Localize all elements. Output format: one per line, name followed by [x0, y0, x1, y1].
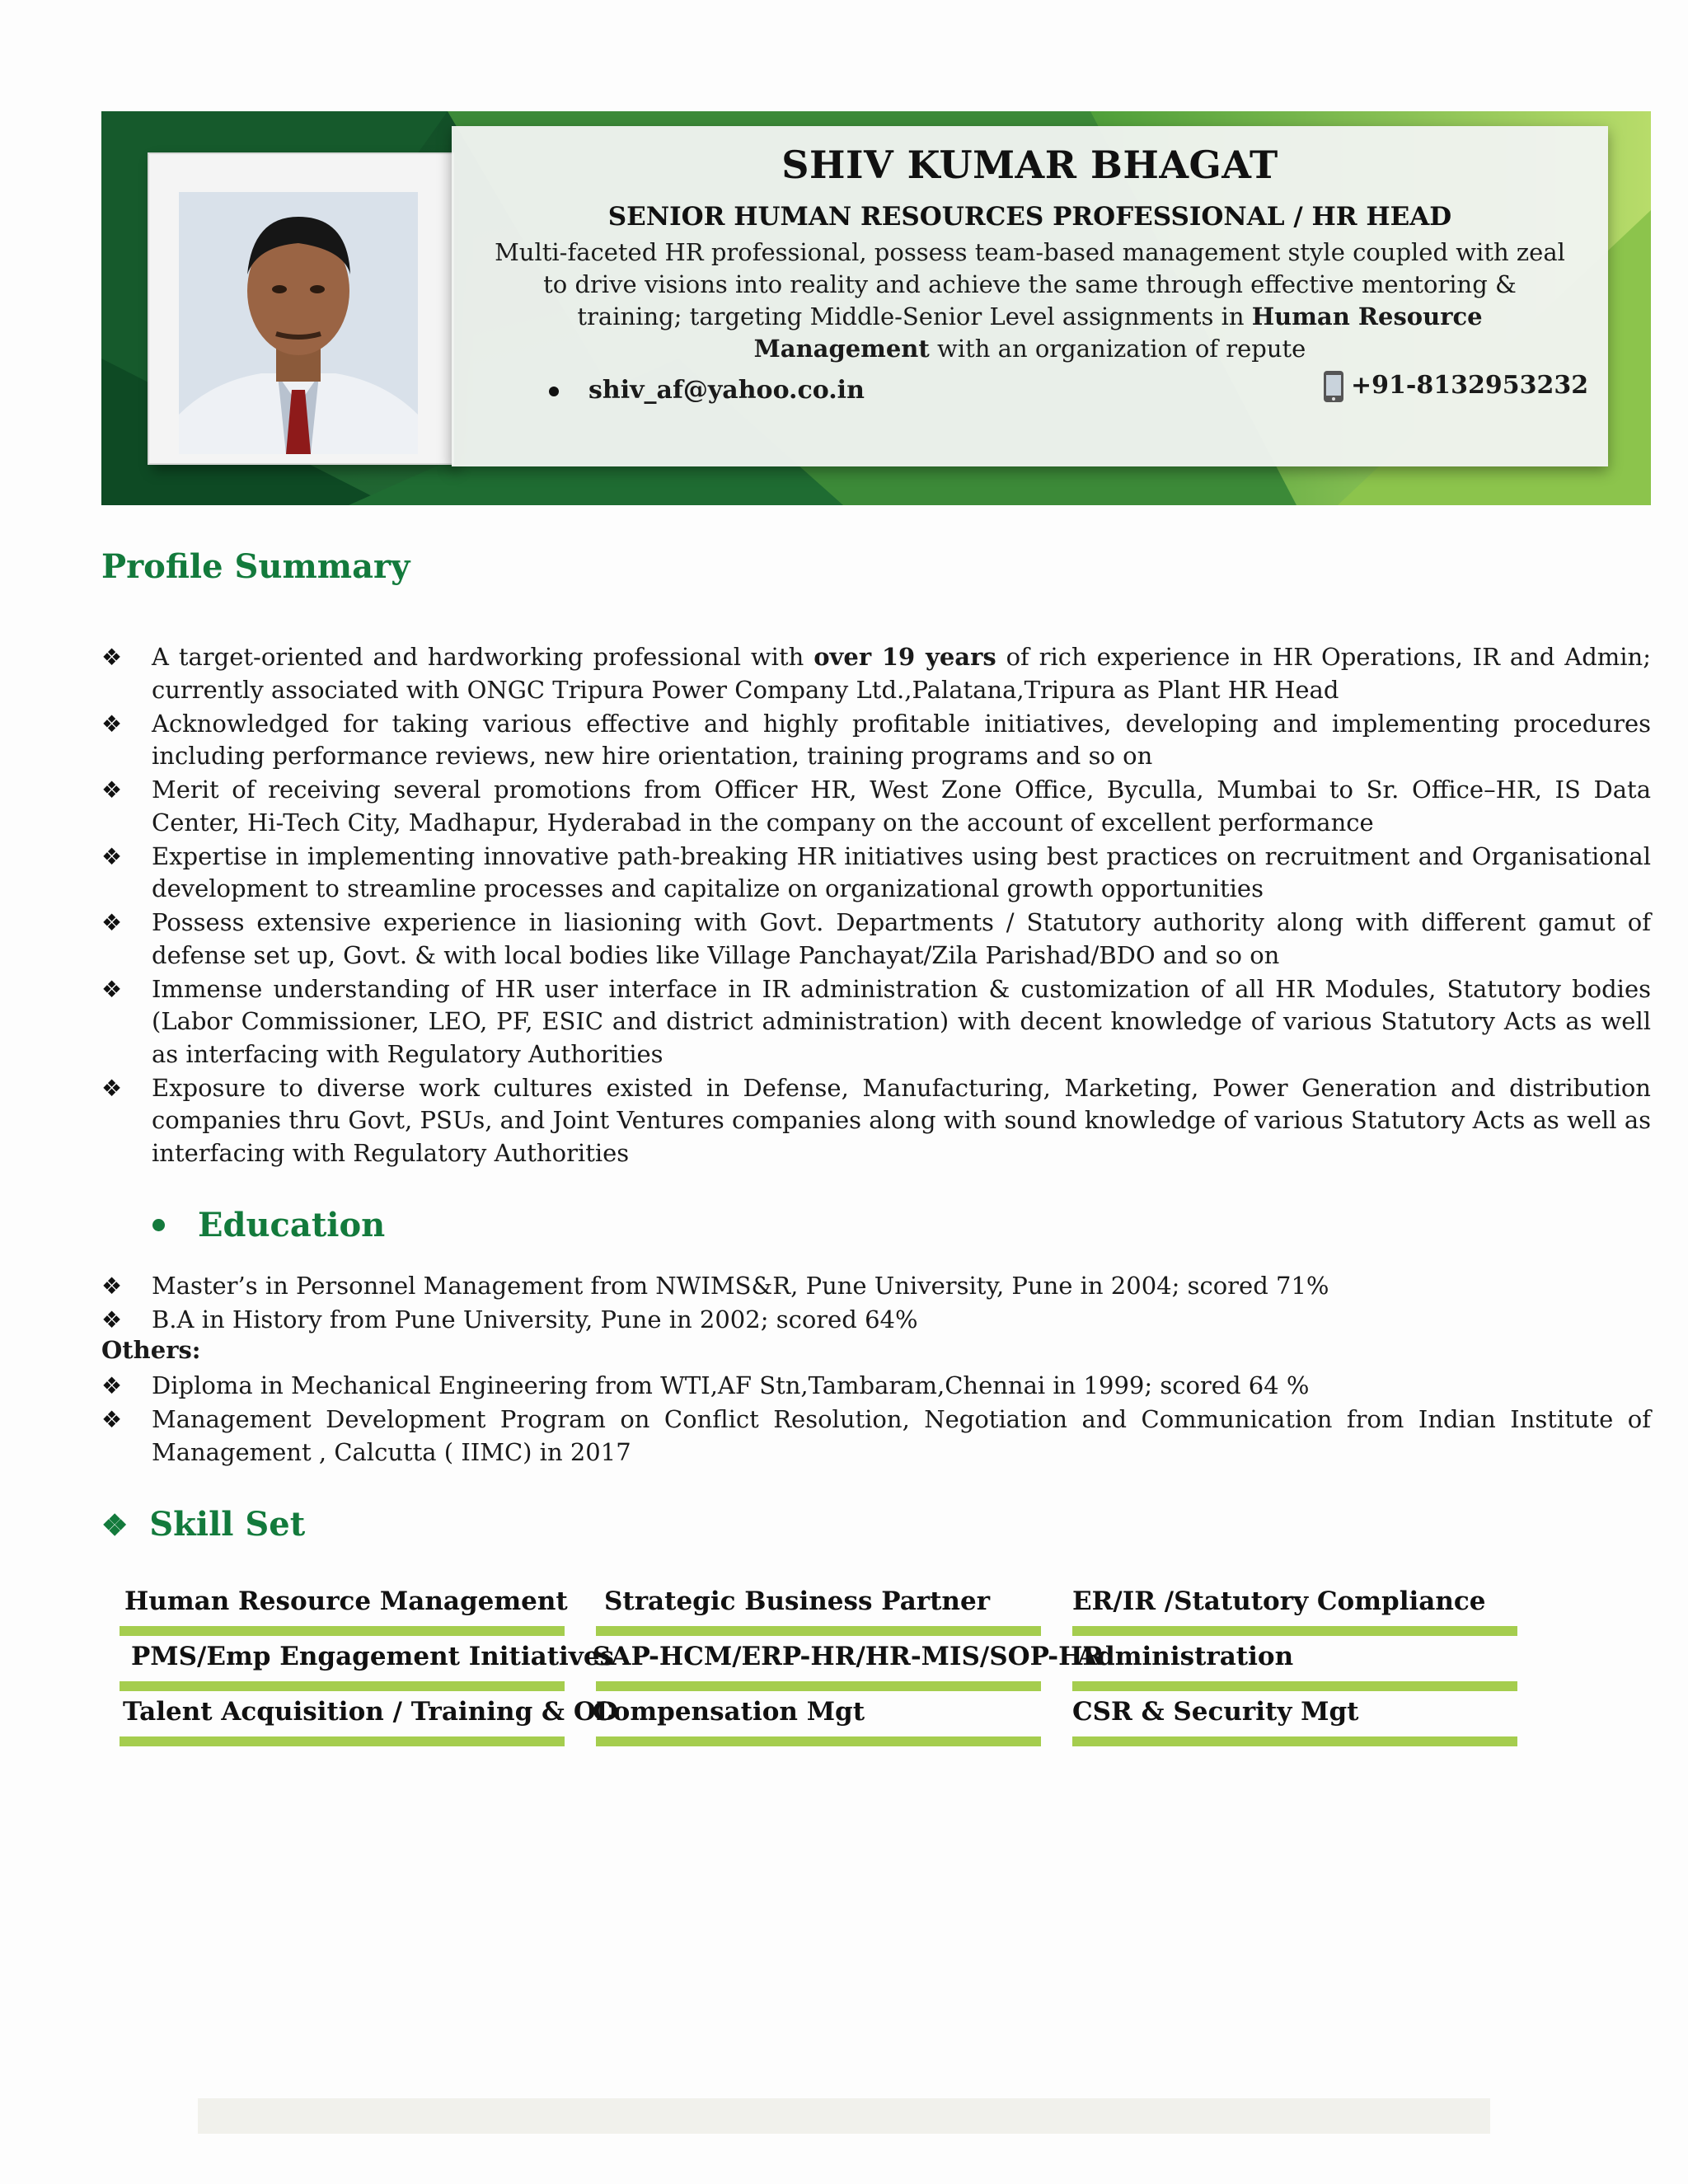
- dot-bullet-icon: [549, 387, 559, 396]
- diamond-bullet-icon: ❖: [101, 1372, 123, 1399]
- phone-contact: [1321, 370, 1588, 403]
- footer-band: [198, 2098, 1490, 2134]
- skill-underline-bar: [596, 1736, 1041, 1746]
- skill-item: [593, 1642, 1104, 1690]
- skill-label: Talent Acquisition / Training & OD: [123, 1697, 618, 1727]
- skill-item: [1072, 1697, 1517, 1745]
- skill-item: [1072, 1642, 1517, 1690]
- skill-underline-bar: [1072, 1736, 1517, 1746]
- education-item: ❖ B.A in History from Pune University, Pune in 2002; scored 64%: [101, 1304, 1651, 1337]
- skill-label: Administration: [1077, 1642, 1294, 1671]
- diamond-bullet-icon: ❖: [101, 710, 123, 738]
- education-heading: Education: [152, 1206, 385, 1244]
- skill-label: ER/IR /Statutory Compliance: [1072, 1586, 1486, 1616]
- mobile-phone-icon: [1321, 370, 1346, 403]
- email-link[interactable]: shiv_af@yahoo.co.in: [588, 376, 865, 405]
- resume-header: [101, 111, 1651, 505]
- profile-summary-item: ❖ Expertise in implementing innovative path-breaking HR initiatives using best practices on recruitment and Organisational development to streamline processes and capitalize on organizational growth opportunities: [101, 841, 1651, 902]
- others-item: ❖ Management Development Program on Conflict Resolution, Negotiation and Communication from Indian Institute of Management , Calcutta ( IIMC) in 2017: [101, 1405, 1651, 1466]
- profile-summary-item: ❖ Exposure to diverse work cultures existed in Defense, Manufacturing, Marketing, Power Generation and distribution companies thru Govt, PSUs, and Joint Ventures companies along with sound knowledge of various Statutory Acts as well as interfacing with Regulatory Authorities: [101, 1073, 1651, 1167]
- diamond-bullet-icon: ❖: [101, 1306, 123, 1333]
- diamond-bullet-icon: ❖: [101, 644, 123, 671]
- skill-label: Strategic Business Partner: [604, 1586, 991, 1616]
- diamond-bullet-icon: ❖: [101, 1272, 123, 1300]
- diamond-bullet-icon: ❖: [101, 975, 123, 1003]
- profile-summary-item: ❖ Possess extensive experience in liasioning with Govt. Departments / Statutory authority along with different gamut of defense set up, Govt. & with local bodies like Village Panchayat/Zila Parishad/BDO and so on: [101, 908, 1651, 969]
- photo-frame: [148, 152, 454, 465]
- profile-summary-item: ❖ Merit of receiving several promotions from Officer HR, West Zone Office, Byculla, Mumbai to Sr. Office–HR, IS Data Center, Hi-Tech City, Madhapur, Hyderabad in the company on the account of excellent performance: [101, 776, 1651, 837]
- education-item: ❖ Master’s in Personnel Management from NWIMS&R, Pune University, Pune in 2004; scored 71%: [101, 1270, 1651, 1303]
- skill-label: SAP-HCM/ERP-HR/HR-MIS/SOP-HR: [593, 1642, 1104, 1671]
- profile-summary-list: [101, 641, 1651, 1171]
- skill-underline-bar: [120, 1736, 565, 1746]
- skill-label: Compensation Mgt: [593, 1697, 865, 1727]
- skill-item: [1072, 1586, 1517, 1634]
- header-card: [452, 126, 1608, 466]
- profile-photo: [179, 192, 418, 454]
- dot-bullet-icon: [152, 1219, 165, 1231]
- profile-summary-item: ❖ A target-oriented and hardworking professional with over 19 years of rich experience in HR Operations, IR and Admin; currently associated with ONGC Tripura Power Company Ltd.,Palatana,Tripura as Plant HR Head: [101, 643, 1652, 704]
- diamond-bullet-icon: ❖: [101, 909, 123, 936]
- skill-underline-bar: [1072, 1626, 1517, 1636]
- skill-item: [596, 1586, 1041, 1634]
- skill-underline-bar: [120, 1681, 565, 1691]
- skill-set-heading: ❖ Skill Set: [101, 1505, 306, 1544]
- skill-item: [593, 1697, 1041, 1745]
- email-contact: [549, 376, 865, 405]
- others-item: ❖ Diploma in Mechanical Engineering from WTI,AF Stn,Tambaram,Chennai in 1999; scored 64 %: [101, 1370, 1651, 1403]
- profile-summary-item: ❖ Acknowledged for taking various effective and highly profitable initiatives, developing and implementing procedures including performance reviews, new hire orientation, training programs and so on: [101, 709, 1651, 770]
- skill-item: [120, 1642, 615, 1690]
- header-summary: Multi-faceted HR professional, possess team-based management style coupled with zeal to drive visions into reality and achieve the same through effective mentoring & training; targeting Middle-Senior Level assignments in Human Resource Management with an organization of repute: [495, 238, 1565, 363]
- diamond-bullet-icon: ❖: [101, 1074, 123, 1102]
- profile-summary-heading: Profile Summary: [101, 547, 410, 586]
- candidate-role: SENIOR HUMAN RESOURCES PROFESSIONAL / HR HEAD: [607, 202, 1452, 232]
- skill-item: [120, 1586, 568, 1634]
- others-label: Others:: [101, 1336, 201, 1364]
- profile-summary-item: ❖ Immense understanding of HR user interface in IR administration & customization of all HR Modules, Statutory bodies (Labor Commissioner, LEO, PF, ESIC and district administration) with decent knowledge of various Statutory Acts as well as interfacing with Regulatory Authorities: [101, 974, 1651, 1068]
- diamond-bullet-icon: ❖: [101, 776, 123, 804]
- skill-underline-bar: [596, 1681, 1041, 1691]
- skill-label: CSR & Security Mgt: [1072, 1697, 1359, 1727]
- skill-label: PMS/Emp Engagement Initiatives: [131, 1642, 615, 1671]
- skill-item: [120, 1697, 618, 1745]
- skill-label: Human Resource Management: [124, 1586, 568, 1616]
- skill-underline-bar: [120, 1626, 565, 1636]
- others-list: [101, 1370, 1651, 1470]
- diamond-bullet-icon: ❖: [101, 842, 123, 870]
- diamond-bullet-icon: ❖: [101, 1406, 123, 1433]
- phone-number[interactable]: +91-8132953232: [1351, 371, 1589, 400]
- education-list: [101, 1270, 1651, 1338]
- skill-underline-bar: [1072, 1681, 1517, 1691]
- candidate-name: SHIV KUMAR BHAGAT: [781, 143, 1278, 187]
- skill-underline-bar: [596, 1626, 1041, 1636]
- diamond-bullet-icon: ❖: [101, 1508, 129, 1543]
